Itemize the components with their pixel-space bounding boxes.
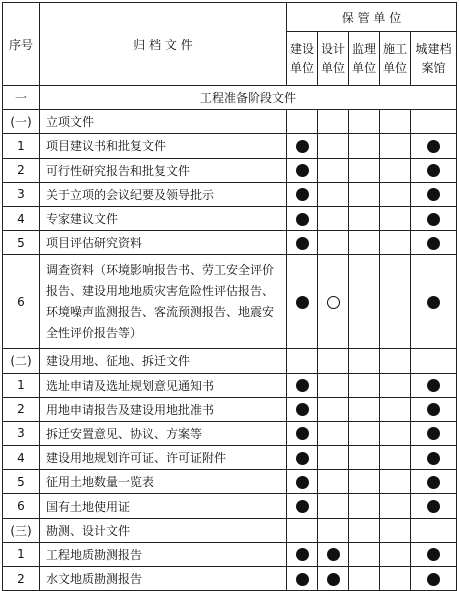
row-number: 1 <box>3 134 40 158</box>
filled-circle-icon <box>427 237 440 250</box>
table-row <box>3 182 457 206</box>
mark-cell-design <box>318 206 349 230</box>
mark-cell-supervision <box>349 397 380 421</box>
mark-cell-construction <box>287 397 318 421</box>
mark-cell-supervision <box>349 373 380 397</box>
row-number: 3 <box>3 421 40 445</box>
filled-circle-icon <box>427 548 440 561</box>
document-name: 工程地质勘测报告 <box>40 542 287 566</box>
mark-cell-contractor <box>380 542 411 566</box>
filled-circle-icon <box>427 403 440 416</box>
unit-header-construction: 建设单位 <box>287 32 318 86</box>
mark-cell-design <box>318 158 349 182</box>
filled-circle-icon <box>427 188 440 201</box>
filled-circle-icon <box>296 213 309 226</box>
table-row <box>3 542 457 566</box>
table-row <box>3 494 457 518</box>
mark-cell-archives <box>411 470 457 494</box>
mark-cell-archives <box>411 397 457 421</box>
mark-cell-contractor <box>380 397 411 421</box>
mark-cell-design <box>318 110 349 134</box>
row-number: 6 <box>3 494 40 518</box>
filled-circle-icon <box>296 164 309 177</box>
mark-cell-supervision <box>349 349 380 373</box>
section-row <box>3 518 457 542</box>
row-number: 1 <box>3 373 40 397</box>
mark-cell-archives <box>411 542 457 566</box>
mark-cell-archives <box>411 349 457 373</box>
filled-circle-icon <box>296 403 309 416</box>
mark-cell-construction <box>287 231 318 255</box>
row-number: (三) <box>3 518 40 542</box>
filled-circle-icon <box>296 548 309 561</box>
mark-cell-construction <box>287 542 318 566</box>
mark-cell-construction <box>287 373 318 397</box>
mark-cell-design <box>318 182 349 206</box>
filled-circle-icon <box>427 164 440 177</box>
mark-cell-supervision <box>349 421 380 445</box>
document-name: 水文地质勘测报告 <box>40 567 287 591</box>
mark-cell-contractor <box>380 110 411 134</box>
mark-cell-design <box>318 421 349 445</box>
mark-cell-supervision <box>349 470 380 494</box>
document-name: 国有土地使用证 <box>40 494 287 518</box>
row-number: 2 <box>3 567 40 591</box>
mark-cell-construction <box>287 494 318 518</box>
mark-cell-archives <box>411 373 457 397</box>
section-title: 勘测、设计文件 <box>40 518 287 542</box>
doc-header: 归 档 文 件 <box>40 3 287 86</box>
mark-cell-design <box>318 518 349 542</box>
unit-header-supervision: 监理单位 <box>349 32 380 86</box>
mark-cell-design <box>318 134 349 158</box>
mark-cell-supervision <box>349 542 380 566</box>
mark-cell-contractor <box>380 446 411 470</box>
stage-row <box>3 86 457 110</box>
document-name: 可行性研究报告和批复文件 <box>40 158 287 182</box>
section-title: 立项文件 <box>40 110 287 134</box>
mark-cell-archives <box>411 421 457 445</box>
document-name: 调查资料（环境影响报告书、劳工安全评价报告、建设用地地质灾害危险性评估报告、环境噪声监测报告、客流预测报告、地震安全性评价报告等） <box>40 255 287 349</box>
mark-cell-supervision <box>349 206 380 230</box>
mark-cell-design <box>318 446 349 470</box>
row-number: (一) <box>3 110 40 134</box>
mark-cell-construction <box>287 110 318 134</box>
section-row <box>3 110 457 134</box>
mark-cell-supervision <box>349 182 380 206</box>
table-row <box>3 255 457 349</box>
mark-cell-design <box>318 567 349 591</box>
row-number: 5 <box>3 470 40 494</box>
mark-cell-contractor <box>380 158 411 182</box>
row-number: 4 <box>3 446 40 470</box>
row-number: 2 <box>3 158 40 182</box>
mark-cell-design <box>318 470 349 494</box>
mark-cell-design <box>318 494 349 518</box>
mark-cell-construction <box>287 206 318 230</box>
document-name: 拆迁安置意见、协议、方案等 <box>40 421 287 445</box>
section-title: 建设用地、征地、拆迁文件 <box>40 349 287 373</box>
document-name: 征用土地数量一览表 <box>40 470 287 494</box>
unit-header-design: 设计单位 <box>318 32 349 86</box>
mark-cell-construction <box>287 421 318 445</box>
mark-cell-contractor <box>380 518 411 542</box>
mark-cell-archives <box>411 518 457 542</box>
row-number: 6 <box>3 255 40 349</box>
mark-cell-construction <box>287 255 318 349</box>
mark-cell-supervision <box>349 110 380 134</box>
table-row <box>3 231 457 255</box>
mark-cell-construction <box>287 518 318 542</box>
document-name: 专家建议文件 <box>40 206 287 230</box>
table-row <box>3 421 457 445</box>
mark-cell-design <box>318 231 349 255</box>
mark-cell-supervision <box>349 446 380 470</box>
table-row <box>3 567 457 591</box>
mark-cell-archives <box>411 110 457 134</box>
unit-header-archives: 城建档案馆 <box>411 32 457 86</box>
filled-circle-icon <box>296 379 309 392</box>
filled-circle-icon <box>327 548 340 561</box>
filled-circle-icon <box>296 452 309 465</box>
mark-cell-archives <box>411 134 457 158</box>
stage-title: 工程准备阶段文件 <box>40 86 457 110</box>
mark-cell-archives <box>411 182 457 206</box>
mark-cell-supervision <box>349 518 380 542</box>
filled-circle-icon <box>427 452 440 465</box>
mark-cell-supervision <box>349 255 380 349</box>
mark-cell-construction <box>287 158 318 182</box>
mark-cell-supervision <box>349 231 380 255</box>
row-number: 2 <box>3 397 40 421</box>
mark-cell-contractor <box>380 134 411 158</box>
row-number: 4 <box>3 206 40 230</box>
table-row <box>3 206 457 230</box>
mark-cell-archives <box>411 446 457 470</box>
mark-cell-construction <box>287 182 318 206</box>
mark-cell-contractor <box>380 567 411 591</box>
filled-circle-icon <box>427 379 440 392</box>
filled-circle-icon <box>427 476 440 489</box>
mark-cell-design <box>318 373 349 397</box>
mark-cell-contractor <box>380 231 411 255</box>
row-number: 5 <box>3 231 40 255</box>
mark-cell-construction <box>287 134 318 158</box>
filled-circle-icon <box>427 500 440 513</box>
filled-circle-icon <box>427 427 440 440</box>
mark-cell-design <box>318 255 349 349</box>
open-circle-icon <box>327 296 340 309</box>
mark-cell-archives <box>411 158 457 182</box>
mark-cell-contractor <box>380 255 411 349</box>
mark-cell-contractor <box>380 373 411 397</box>
filled-circle-icon <box>296 573 309 586</box>
mark-cell-archives <box>411 255 457 349</box>
filled-circle-icon <box>296 188 309 201</box>
mark-cell-supervision <box>349 134 380 158</box>
mark-cell-archives <box>411 567 457 591</box>
mark-cell-archives <box>411 206 457 230</box>
table-row <box>3 446 457 470</box>
document-name: 用地申请报告及建设用地批准书 <box>40 397 287 421</box>
mark-cell-construction <box>287 567 318 591</box>
document-name: 选址申请及选址规划意见通知书 <box>40 373 287 397</box>
mark-cell-archives <box>411 494 457 518</box>
filled-circle-icon <box>327 573 340 586</box>
filled-circle-icon <box>427 573 440 586</box>
mark-cell-design <box>318 542 349 566</box>
mark-cell-contractor <box>380 349 411 373</box>
filled-circle-icon <box>296 476 309 489</box>
mark-cell-design <box>318 349 349 373</box>
mark-cell-supervision <box>349 567 380 591</box>
mark-cell-construction <box>287 470 318 494</box>
archive-table-body <box>3 86 457 591</box>
mark-cell-construction <box>287 349 318 373</box>
table-row <box>3 134 457 158</box>
mark-cell-contractor <box>380 206 411 230</box>
archive-table <box>2 2 457 591</box>
filled-circle-icon <box>296 500 309 513</box>
filled-circle-icon <box>296 237 309 250</box>
mark-cell-supervision <box>349 494 380 518</box>
filled-circle-icon <box>296 140 309 153</box>
filled-circle-icon <box>427 213 440 226</box>
mark-cell-contractor <box>380 470 411 494</box>
seq-header: 序号 <box>3 3 40 86</box>
mark-cell-contractor <box>380 494 411 518</box>
mark-cell-archives <box>411 231 457 255</box>
keep-unit-header: 保 管 单 位 <box>287 3 457 32</box>
mark-cell-design <box>318 397 349 421</box>
document-name: 项目评估研究资料 <box>40 231 287 255</box>
table-row <box>3 373 457 397</box>
document-name: 项目建议书和批复文件 <box>40 134 287 158</box>
mark-cell-supervision <box>349 158 380 182</box>
document-name: 关于立项的会议纪要及领导批示 <box>40 182 287 206</box>
document-name: 建设用地规划许可证、许可证附件 <box>40 446 287 470</box>
table-row <box>3 158 457 182</box>
filled-circle-icon <box>296 296 309 309</box>
unit-header-contractor: 施工单位 <box>380 32 411 86</box>
filled-circle-icon <box>427 140 440 153</box>
row-number: (二) <box>3 349 40 373</box>
row-number: 3 <box>3 182 40 206</box>
filled-circle-icon <box>427 296 440 309</box>
filled-circle-icon <box>296 427 309 440</box>
table-row <box>3 470 457 494</box>
mark-cell-construction <box>287 446 318 470</box>
table-row <box>3 397 457 421</box>
section-row <box>3 349 457 373</box>
row-number: 1 <box>3 542 40 566</box>
mark-cell-contractor <box>380 421 411 445</box>
row-number: 一 <box>3 86 40 110</box>
mark-cell-contractor <box>380 182 411 206</box>
